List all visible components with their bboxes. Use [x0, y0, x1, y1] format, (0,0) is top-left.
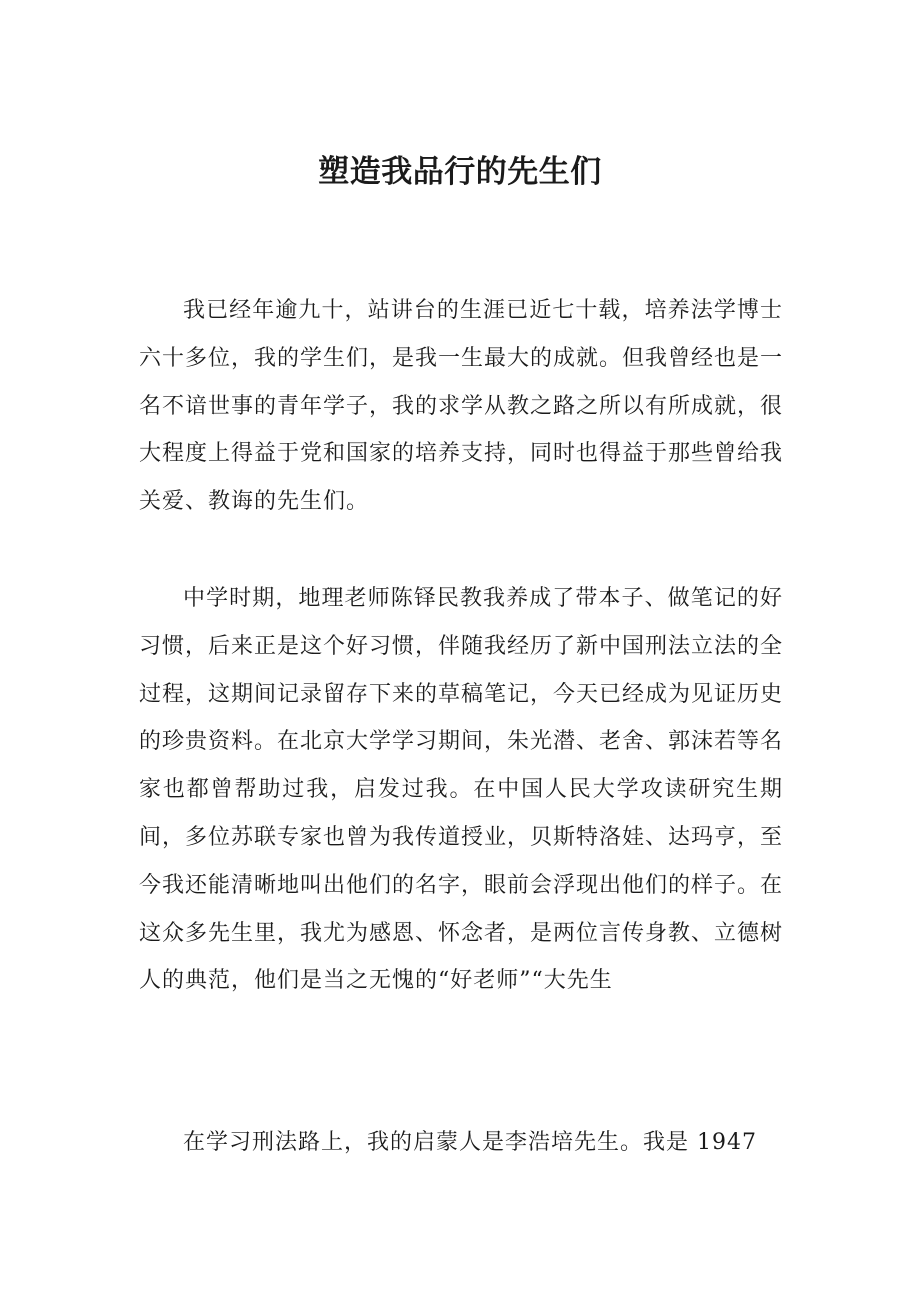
paragraph-1: 我已经年逾九十，站讲台的生涯已近七十载，培养法学博士六十多位，我的学生们，是我一生最大的成就。但我曾经也是一名不谙世事的青年学子，我的求学从教之路之所以有所成就，很大程度上得益于党和国家的培养支持，同时也得益于那些曾给我关爱、教诲的先生们。 [139, 298, 784, 515]
paragraph-3: 在学习刑法路上，我的启蒙人是李浩培先生。我是 1947 [183, 1130, 757, 1155]
page-title: 塑造我品行的先生们 [318, 154, 602, 190]
paragraph-2: 中学时期，地理老师陈铎民教我养成了带本子、做笔记的好习惯，后来正是这个好习惯，伴随我经历了新中国刑法立法的全过程，这期间记录留存下来的草稿笔记，今天已经成为见证历史的珍贵资料。在北京大学学习期间，朱光潜、老舍、郭沫若等名家也都曾帮助过我，启发过我。在中国人民大学攻读研究生期间，多位苏联专家也曾为我传道授业，贝斯特洛娃、达玛亨，至今我还能清晰地叫出他们的名字，眼前会浮现出他们的样子。在这众多先生里，我尤为感恩、怀念者，是两位言传身教、立德树人的典范，他们是当之无愧的“好老师”“大先生 [139, 586, 784, 994]
